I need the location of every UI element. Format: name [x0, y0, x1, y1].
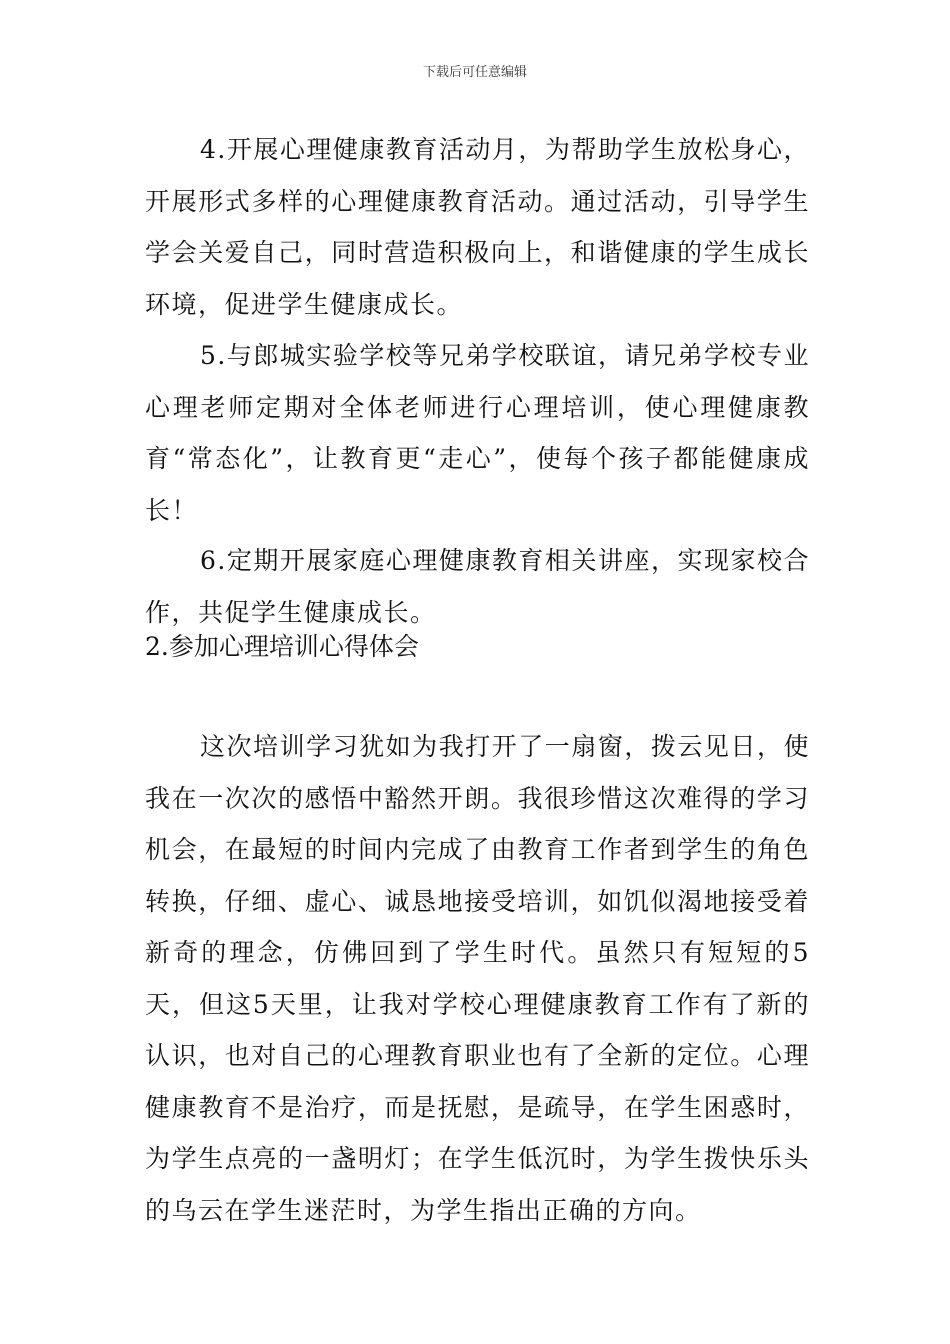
essay-paragraph: 这次培训学习犹如为我打开了一扇窗，拨云见日，使我在一次次的感悟中豁然开朗。我很珍惜这次难得的学习机会，在最短的时间内完成了由教育工作者到学生的角色转换，仔细、虚心、诚恳地接受培训，如饥似渴地接受着新奇的理念，仿佛回到了学生时代。虽然只有短短的5天，但这5天里，让我对学校心理健康教育工作有了新的认识，也对自己的心理教育职业也有了全新的定位。心理健康教育不是治疗，而是抚慰，是疏导，在学生困惑时，为学生点亮的一盏明灯；在学生低沉时，为学生拨快乐头的乌云在学生迷茫时，为学生指出正确的方向。	[145, 732, 810, 1225]
paragraph-item-6: 6.定期开展家庭心理健康教育相关讲座，实现家校合作，共促学生健康成长。	[145, 546, 810, 627]
section-heading: 2.参加心理培训心得体会	[145, 632, 419, 661]
page-header-note: 下载后可任意编辑	[422, 65, 527, 80]
paragraph-item-4: 4.开展心理健康教育活动月，为帮助学生放松身心，开展形式多样的心理健康教育活动。通过活动，引导学生学会关爱自己，同时营造积极向上，和谐健康的学生成长环境，促进学生健康成长。	[145, 135, 810, 319]
paragraph-item-5: 5.与郎城实验学校等兄弟学校联谊，请兄弟学校专业心理老师定期对全体老师进行心理培训，使心理健康教育“常态化”，让教育更“走心”，使每个孩子都能健康成长！	[145, 341, 810, 525]
